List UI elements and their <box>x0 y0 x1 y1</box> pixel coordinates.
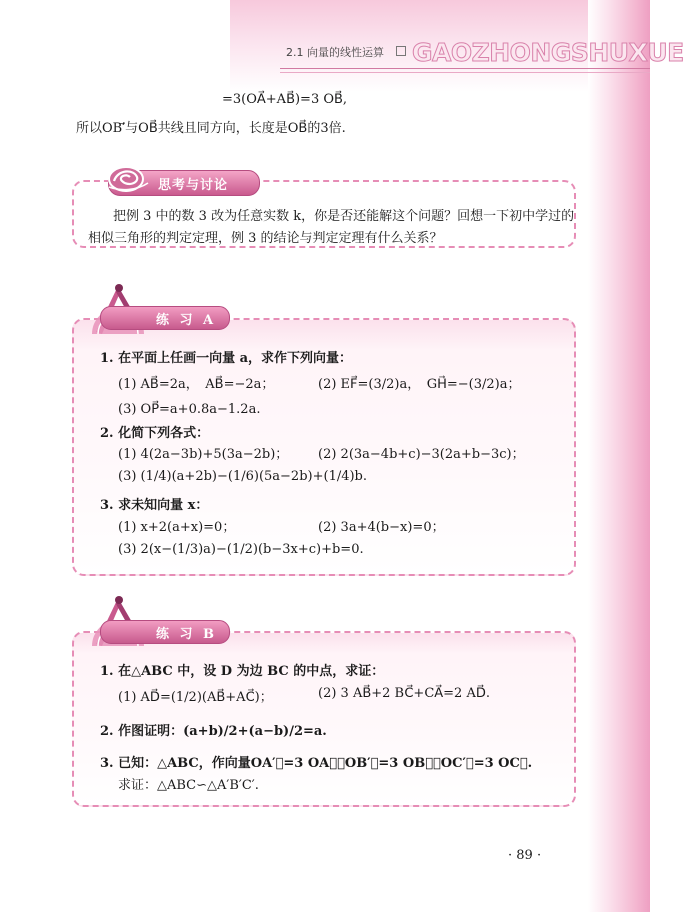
exercise-b-item: (2) 3 AB⃗+2 BC⃗+CA⃗=2 AD⃗. <box>318 686 490 701</box>
exercise-a-item: (1) AB⃗=2a， AB⃗=−2a； <box>118 377 275 392</box>
exercise-a-item: (2) EF⃗=(3/2)a， GH⃗=−(3/2)a； <box>318 377 521 392</box>
right-decorative-strip <box>588 0 650 912</box>
swirl-icon <box>104 161 152 197</box>
exercise-a-item: (1) 4(2a−3b)+5(3a−2b)； <box>118 447 289 462</box>
exercise-a-question-2: 2. 化简下列各式： <box>100 426 210 441</box>
exercise-a-question-1: 1. 在平面上任画一向量 a，求作下列向量： <box>100 351 353 366</box>
exercise-b-question-3: 3. 已知：△ABC，作向量OA′⃗=3 OA⃗，OB′⃗=3 OB⃗，OC′⃗=3 OC⃗. <box>100 756 533 771</box>
exercise-a-item: (3) OP⃗=a+0.8a−1.2a. <box>118 402 261 417</box>
conclusion-line: 所以OB′⃗与OB⃗共线且同方向，长度是OB⃗的3倍. <box>76 121 346 136</box>
page-number: · 89 · <box>508 848 542 863</box>
exercise-a-item: (3) (1/4)(a+2b)−(1/6)(5a−2b)+(1/4)b. <box>118 469 368 484</box>
section-label: 2.1 向量的线性运算 <box>286 46 384 59</box>
equation-line: =3(OA⃗+AB⃗)=3 OB⃗, <box>222 92 348 107</box>
exercise-a-item: (3) 2(x−(1/3)a)−(1/2)(b−3x+c)+b=0. <box>118 542 364 557</box>
exercise-b-question-2: 2. 作图证明：(a+b)/2+(a−b)/2=a. <box>100 724 327 739</box>
brand-watermark: GAOZHONGSHUXUE <box>412 38 684 67</box>
discussion-text-line: 相似三角形的判定定理，例 3 的结论与判定定理有什么关系？ <box>88 231 443 246</box>
exercise-b-item: (1) AD⃗=(1/2)(AB⃗+AC⃗)； <box>118 690 273 705</box>
exercise-b-title: 练 习 B <box>156 627 218 642</box>
exercise-a-item: (2) 2(3a−4b+c)−3(2a+b−3c)； <box>318 447 525 462</box>
exercise-a-item: (1) x+2(a+x)=0； <box>118 520 236 535</box>
exercise-a-item: (2) 3a+4(b−x)=0； <box>318 520 445 535</box>
exercise-b-question-1: 1. 在△ABC 中，设 D 为边 BC 的中点，求证： <box>100 664 385 679</box>
discussion-title: 思考与讨论 <box>158 178 229 193</box>
discussion-text-line: 把例 3 中的数 3 改为任意实数 k，你是否还能解这个问题？回想一下初中学过的 <box>113 209 575 224</box>
header-rule-secondary <box>280 72 650 73</box>
header-rule <box>280 68 650 69</box>
square-marker-icon <box>396 46 406 56</box>
exercise-b-proof: 求证：△ABC∽△A′B′C′. <box>118 778 259 793</box>
exercise-a-question-3: 3. 求未知向量 x： <box>100 498 209 513</box>
exercise-a-title: 练 习 A <box>156 313 217 328</box>
